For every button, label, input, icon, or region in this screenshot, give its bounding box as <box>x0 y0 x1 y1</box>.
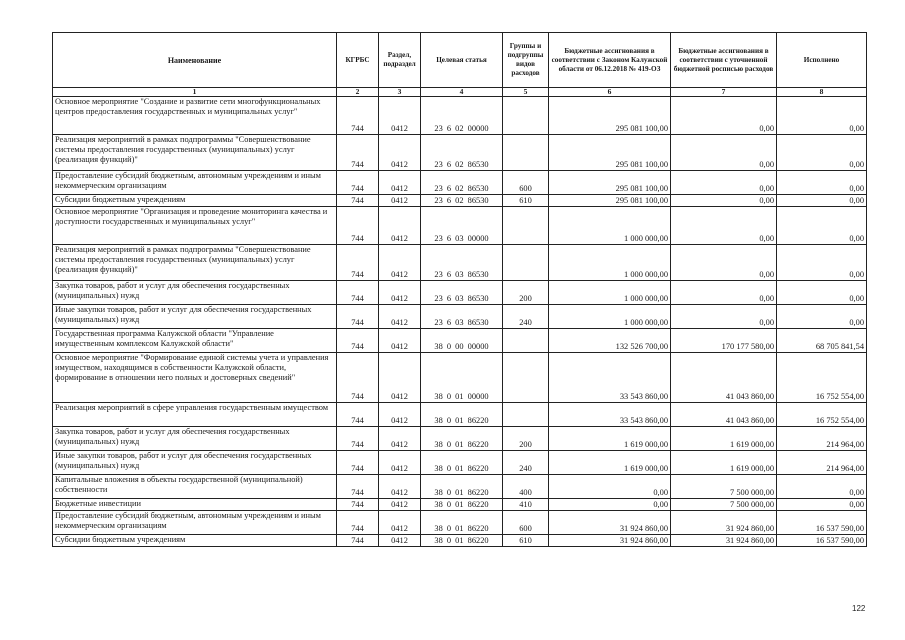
row-name-cell: Закупка товаров, работ и услуг для обеспечения государственных (муниципальных) нужд <box>53 281 337 305</box>
row-refined-amount-cell: 7 500 000,00 <box>671 475 777 499</box>
row-name-cell: Предоставление субсидий бюджетным, автономным учреждениям и иным некоммерческим организациям <box>53 171 337 195</box>
row-group-cell <box>503 135 549 171</box>
row-name-cell: Субсидии бюджетным учреждениям <box>53 195 337 207</box>
row-name-cell: Иные закупки товаров, работ и услуг для обеспечения государственных (муниципальных) нужд <box>53 451 337 475</box>
row-group-cell <box>503 245 549 281</box>
row-kgrbs-cell: 744 <box>337 329 379 353</box>
row-group-cell: 410 <box>503 499 549 511</box>
row-refined-amount-cell: 0,00 <box>671 135 777 171</box>
row-target-cell: 38 0 01 86220 <box>421 475 503 499</box>
row-law-amount-cell: 295 081 100,00 <box>549 171 671 195</box>
table-row <box>53 451 867 475</box>
row-section-cell: 0412 <box>379 535 421 547</box>
row-target-cell: 38 0 01 86220 <box>421 427 503 451</box>
column-number: 3 <box>379 88 421 97</box>
row-section-cell: 0412 <box>379 451 421 475</box>
column-header-group: Группы и подгруппы видов расходов <box>503 33 549 88</box>
row-section-cell: 0412 <box>379 195 421 207</box>
row-executed-amount-cell: 16 752 554,00 <box>777 353 867 403</box>
row-law-amount-cell: 33 543 860,00 <box>549 403 671 427</box>
column-header-refined: Бюджетные ассигнования в соответствии с уточненной бюджетной росписью расходов <box>671 33 777 88</box>
row-group-cell <box>503 353 549 403</box>
row-name-cell: Капитальные вложения в объекты государственной (муниципальной) собственности <box>53 475 337 499</box>
column-number: 5 <box>503 88 549 97</box>
table-row <box>53 207 867 245</box>
row-refined-amount-cell: 1 619 000,00 <box>671 427 777 451</box>
row-law-amount-cell: 0,00 <box>549 499 671 511</box>
row-section-cell: 0412 <box>379 97 421 135</box>
row-executed-amount-cell: 16 537 590,00 <box>777 511 867 535</box>
row-name-cell: Иные закупки товаров, работ и услуг для обеспечения государственных (муниципальных) нужд <box>53 305 337 329</box>
table-row <box>53 353 867 403</box>
row-name-cell: Основное мероприятие "Создание и развитие сети многофункциональных центров предоставления государственных и муниципальных услуг" <box>53 97 337 135</box>
row-name-cell: Основное мероприятие "Формирование единой системы учета и управления имуществом, находящимся в собственности Калужской области, формирование в отношении него полных и достоверных сведений" <box>53 353 337 403</box>
row-executed-amount-cell: 16 752 554,00 <box>777 403 867 427</box>
row-section-cell: 0412 <box>379 403 421 427</box>
row-refined-amount-cell: 0,00 <box>671 171 777 195</box>
row-target-cell: 38 0 01 86220 <box>421 511 503 535</box>
column-header-kgrbs: КГРБС <box>337 33 379 88</box>
row-refined-amount-cell: 31 924 860,00 <box>671 535 777 547</box>
row-refined-amount-cell: 0,00 <box>671 97 777 135</box>
row-section-cell: 0412 <box>379 245 421 281</box>
row-kgrbs-cell: 744 <box>337 245 379 281</box>
table-row <box>53 535 867 547</box>
row-target-cell: 38 0 01 86220 <box>421 535 503 547</box>
row-target-cell: 23 6 03 00000 <box>421 207 503 245</box>
row-target-cell: 38 0 01 86220 <box>421 403 503 427</box>
row-group-cell: 240 <box>503 451 549 475</box>
table-body <box>53 97 867 547</box>
row-law-amount-cell: 33 543 860,00 <box>549 353 671 403</box>
row-executed-amount-cell: 0,00 <box>777 475 867 499</box>
row-target-cell: 23 6 02 86530 <box>421 171 503 195</box>
row-section-cell: 0412 <box>379 171 421 195</box>
page-number: 122 <box>852 604 866 613</box>
table-row <box>53 195 867 207</box>
row-refined-amount-cell: 0,00 <box>671 305 777 329</box>
row-kgrbs-cell: 744 <box>337 281 379 305</box>
row-kgrbs-cell: 744 <box>337 353 379 403</box>
row-group-cell: 610 <box>503 195 549 207</box>
row-section-cell: 0412 <box>379 475 421 499</box>
row-law-amount-cell: 295 081 100,00 <box>549 135 671 171</box>
column-number-row <box>53 88 867 97</box>
row-target-cell: 23 6 03 86530 <box>421 281 503 305</box>
row-section-cell: 0412 <box>379 305 421 329</box>
row-section-cell: 0412 <box>379 207 421 245</box>
row-group-cell <box>503 97 549 135</box>
row-kgrbs-cell: 744 <box>337 135 379 171</box>
row-kgrbs-cell: 744 <box>337 475 379 499</box>
row-kgrbs-cell: 744 <box>337 305 379 329</box>
row-target-cell: 23 6 02 00000 <box>421 97 503 135</box>
row-refined-amount-cell: 0,00 <box>671 281 777 305</box>
row-group-cell <box>503 329 549 353</box>
table-row <box>53 281 867 305</box>
row-target-cell: 23 6 02 86530 <box>421 135 503 171</box>
row-executed-amount-cell: 214 964,00 <box>777 427 867 451</box>
row-kgrbs-cell: 744 <box>337 97 379 135</box>
row-name-cell: Реализация мероприятий в рамках подпрограммы "Совершенствование системы предоставления государственных (муниципальных) услуг (реализация функций)" <box>53 135 337 171</box>
row-refined-amount-cell: 7 500 000,00 <box>671 499 777 511</box>
table-row <box>53 499 867 511</box>
row-refined-amount-cell: 0,00 <box>671 245 777 281</box>
column-header-name: Наименование <box>53 33 337 88</box>
column-number: 6 <box>549 88 671 97</box>
column-number: 2 <box>337 88 379 97</box>
row-executed-amount-cell: 0,00 <box>777 245 867 281</box>
row-section-cell: 0412 <box>379 281 421 305</box>
row-law-amount-cell: 1 619 000,00 <box>549 451 671 475</box>
row-name-cell: Бюджетные инвестиции <box>53 499 337 511</box>
row-target-cell: 23 6 02 86530 <box>421 195 503 207</box>
table-row <box>53 427 867 451</box>
row-section-cell: 0412 <box>379 329 421 353</box>
table-row <box>53 97 867 135</box>
row-group-cell: 200 <box>503 281 549 305</box>
table-row <box>53 403 867 427</box>
row-law-amount-cell: 1 000 000,00 <box>549 245 671 281</box>
row-group-cell: 610 <box>503 535 549 547</box>
row-section-cell: 0412 <box>379 499 421 511</box>
row-kgrbs-cell: 744 <box>337 207 379 245</box>
column-number: 7 <box>671 88 777 97</box>
row-law-amount-cell: 295 081 100,00 <box>549 195 671 207</box>
row-group-cell <box>503 403 549 427</box>
row-group-cell: 200 <box>503 427 549 451</box>
row-group-cell: 400 <box>503 475 549 499</box>
row-target-cell: 23 6 03 86530 <box>421 245 503 281</box>
row-refined-amount-cell: 1 619 000,00 <box>671 451 777 475</box>
table-row <box>53 475 867 499</box>
row-group-cell: 600 <box>503 171 549 195</box>
table-row <box>53 135 867 171</box>
row-executed-amount-cell: 0,00 <box>777 195 867 207</box>
row-law-amount-cell: 295 081 100,00 <box>549 97 671 135</box>
row-name-cell: Основное мероприятие "Организация и проведение мониторинга качества и доступности государственных и муниципальных услуг" <box>53 207 337 245</box>
row-target-cell: 38 0 01 00000 <box>421 353 503 403</box>
table-row <box>53 305 867 329</box>
row-kgrbs-cell: 744 <box>337 511 379 535</box>
column-number: 8 <box>777 88 867 97</box>
row-law-amount-cell: 1 000 000,00 <box>549 305 671 329</box>
row-target-cell: 23 6 03 86530 <box>421 305 503 329</box>
row-refined-amount-cell: 31 924 860,00 <box>671 511 777 535</box>
row-executed-amount-cell: 214 964,00 <box>777 451 867 475</box>
row-executed-amount-cell: 0,00 <box>777 135 867 171</box>
row-section-cell: 0412 <box>379 135 421 171</box>
row-law-amount-cell: 31 924 860,00 <box>549 511 671 535</box>
row-kgrbs-cell: 744 <box>337 535 379 547</box>
row-executed-amount-cell: 0,00 <box>777 305 867 329</box>
row-group-cell: 600 <box>503 511 549 535</box>
row-section-cell: 0412 <box>379 353 421 403</box>
column-number: 4 <box>421 88 503 97</box>
row-kgrbs-cell: 744 <box>337 403 379 427</box>
row-law-amount-cell: 0,00 <box>549 475 671 499</box>
row-refined-amount-cell: 41 043 860,00 <box>671 353 777 403</box>
table-row <box>53 171 867 195</box>
column-header-section: Раздел, подраздел <box>379 33 421 88</box>
row-executed-amount-cell: 0,00 <box>777 281 867 305</box>
row-group-cell <box>503 207 549 245</box>
budget-table <box>52 32 867 547</box>
row-section-cell: 0412 <box>379 427 421 451</box>
row-executed-amount-cell: 0,00 <box>777 499 867 511</box>
column-header-law: Бюджетные ассигнования в соответствии с Законом Калужской области от 06.12.2018 № 419-ОЗ <box>549 33 671 88</box>
row-executed-amount-cell: 68 705 841,54 <box>777 329 867 353</box>
table-row <box>53 511 867 535</box>
column-header-executed: Исполнено <box>777 33 867 88</box>
row-refined-amount-cell: 41 043 860,00 <box>671 403 777 427</box>
row-law-amount-cell: 31 924 860,00 <box>549 535 671 547</box>
row-target-cell: 38 0 00 00000 <box>421 329 503 353</box>
row-executed-amount-cell: 0,00 <box>777 171 867 195</box>
row-refined-amount-cell: 170 177 580,00 <box>671 329 777 353</box>
row-kgrbs-cell: 744 <box>337 427 379 451</box>
row-law-amount-cell: 132 526 700,00 <box>549 329 671 353</box>
row-kgrbs-cell: 744 <box>337 195 379 207</box>
row-group-cell: 240 <box>503 305 549 329</box>
column-header-target: Целевая статья <box>421 33 503 88</box>
row-name-cell: Реализация мероприятий в сфере управления государственным имуществом <box>53 403 337 427</box>
row-kgrbs-cell: 744 <box>337 171 379 195</box>
row-refined-amount-cell: 0,00 <box>671 207 777 245</box>
row-name-cell: Реализация мероприятий в рамках подпрограммы "Совершенствование системы предоставления государственных (муниципальных) услуг (реализация функций)" <box>53 245 337 281</box>
row-name-cell: Предоставление субсидий бюджетным, автономным учреждениям и иным некоммерческим организациям <box>53 511 337 535</box>
row-section-cell: 0412 <box>379 511 421 535</box>
row-law-amount-cell: 1 619 000,00 <box>549 427 671 451</box>
row-executed-amount-cell: 0,00 <box>777 207 867 245</box>
column-number: 1 <box>53 88 337 97</box>
row-target-cell: 38 0 01 86220 <box>421 499 503 511</box>
row-executed-amount-cell: 0,00 <box>777 97 867 135</box>
row-name-cell: Субсидии бюджетным учреждениям <box>53 535 337 547</box>
row-refined-amount-cell: 0,00 <box>671 195 777 207</box>
row-law-amount-cell: 1 000 000,00 <box>549 281 671 305</box>
row-executed-amount-cell: 16 537 590,00 <box>777 535 867 547</box>
table-header-row <box>53 33 867 88</box>
row-kgrbs-cell: 744 <box>337 499 379 511</box>
row-kgrbs-cell: 744 <box>337 451 379 475</box>
row-law-amount-cell: 1 000 000,00 <box>549 207 671 245</box>
row-target-cell: 38 0 01 86220 <box>421 451 503 475</box>
row-name-cell: Государственная программа Калужской области "Управление имущественным комплексом Калужской области" <box>53 329 337 353</box>
row-name-cell: Закупка товаров, работ и услуг для обеспечения государственных (муниципальных) нужд <box>53 427 337 451</box>
table-row <box>53 245 867 281</box>
table-row <box>53 329 867 353</box>
